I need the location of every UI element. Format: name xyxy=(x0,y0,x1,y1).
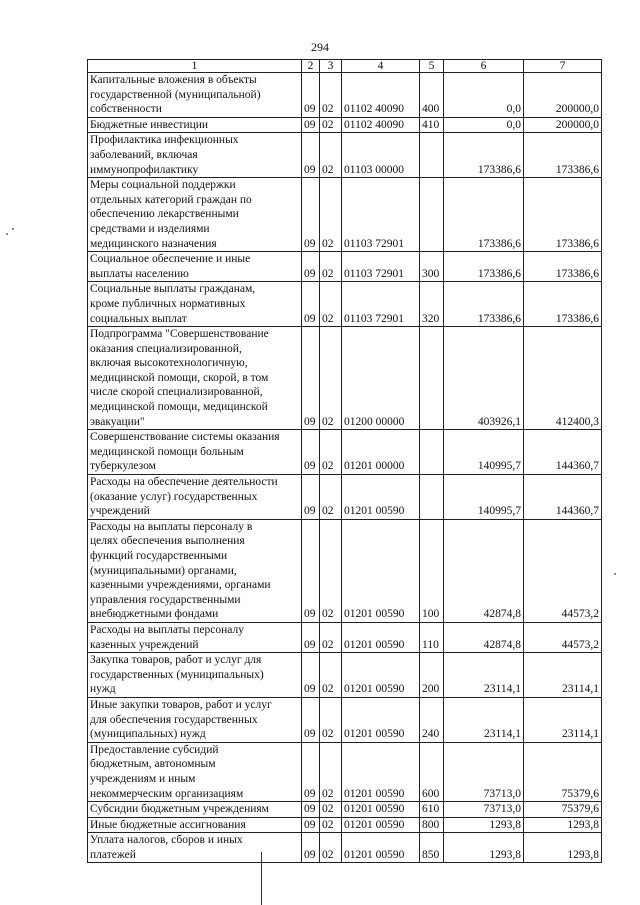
subsection-code: 02 xyxy=(320,742,342,801)
table-row xyxy=(88,817,602,833)
amount-col-6: 173386,6 xyxy=(444,282,524,327)
line-item-name: Иные закупки товаров, работ и услуг для обеспечения государственных (муниципальных) нужд xyxy=(88,697,302,742)
table-row xyxy=(88,178,602,252)
target-article-code: 01201 00590 xyxy=(342,833,420,863)
target-article-code: 01201 00590 xyxy=(342,519,420,622)
table-row xyxy=(88,475,602,520)
section-code: 09 xyxy=(302,430,320,475)
target-article-code: 01201 00590 xyxy=(342,697,420,742)
expense-type-code xyxy=(420,133,444,178)
section-code: 09 xyxy=(302,327,320,430)
subsection-code: 02 xyxy=(320,430,342,475)
amount-col-7: 1293,8 xyxy=(524,817,602,833)
section-code: 09 xyxy=(302,117,320,133)
column-header: 1 xyxy=(88,60,302,73)
page-number: 294 xyxy=(311,40,329,54)
line-item-name: Закупка товаров, работ и услуг для государственных (муниципальных) нужд xyxy=(88,653,302,698)
expense-type-code: 110 xyxy=(420,622,444,652)
amount-col-6: 173386,6 xyxy=(444,252,524,282)
expense-type-code xyxy=(420,430,444,475)
line-item-name: Меры социальной поддержки отдельных категорий граждан по обеспечению лекарственными средствами и изделиями медицинского назначения xyxy=(88,178,302,252)
amount-col-7: 173386,6 xyxy=(524,252,602,282)
target-article-code: 01103 72901 xyxy=(342,252,420,282)
section-code: 09 xyxy=(302,697,320,742)
table-row xyxy=(88,73,602,118)
section-code: 09 xyxy=(302,252,320,282)
scan-artifact-dot xyxy=(12,228,14,230)
target-article-code: 01201 00590 xyxy=(342,817,420,833)
section-code: 09 xyxy=(302,133,320,178)
amount-col-7: 75379,6 xyxy=(524,742,602,801)
target-article-code: 01201 00590 xyxy=(342,653,420,698)
table-row xyxy=(88,252,602,282)
line-item-name: Социальное обеспечение и иные выплаты населению xyxy=(88,252,302,282)
target-article-code: 01102 40090 xyxy=(342,73,420,118)
section-code: 09 xyxy=(302,178,320,252)
table-row xyxy=(88,802,602,818)
subsection-code: 02 xyxy=(320,622,342,652)
subsection-code: 02 xyxy=(320,117,342,133)
amount-col-7: 144360,7 xyxy=(524,430,602,475)
expense-type-code: 320 xyxy=(420,282,444,327)
line-item-name: Профилактика инфекционных заболеваний, включая иммунопрофилактику xyxy=(88,133,302,178)
amount-col-6: 140995,7 xyxy=(444,430,524,475)
amount-col-7: 23114,1 xyxy=(524,697,602,742)
target-article-code: 01103 72901 xyxy=(342,282,420,327)
subsection-code: 02 xyxy=(320,817,342,833)
amount-col-6: 23114,1 xyxy=(444,697,524,742)
header-row xyxy=(88,60,602,73)
column-header: 4 xyxy=(342,60,420,73)
section-code: 09 xyxy=(302,653,320,698)
amount-col-6: 173386,6 xyxy=(444,178,524,252)
expense-type-code: 800 xyxy=(420,817,444,833)
column-header: 7 xyxy=(524,60,602,73)
expense-type-code: 200 xyxy=(420,653,444,698)
line-item-name: Иные бюджетные ассигнования xyxy=(88,817,302,833)
scan-artifact-dot xyxy=(6,233,8,235)
amount-col-7: 200000,0 xyxy=(524,117,602,133)
table-row xyxy=(88,133,602,178)
expense-type-code: 610 xyxy=(420,802,444,818)
expense-type-code: 400 xyxy=(420,73,444,118)
subsection-code: 02 xyxy=(320,252,342,282)
target-article-code: 01201 00590 xyxy=(342,802,420,818)
section-code: 09 xyxy=(302,282,320,327)
line-item-name: Бюджетные инвестиции xyxy=(88,117,302,133)
line-item-name: Совершенствование системы оказания медицинской помощи больным туберкулезом xyxy=(88,430,302,475)
table-row xyxy=(88,697,602,742)
section-code: 09 xyxy=(302,817,320,833)
scan-artifact-dot xyxy=(614,573,616,575)
amount-col-6: 173386,6 xyxy=(444,133,524,178)
section-code: 09 xyxy=(302,73,320,118)
line-item-name: Расходы на выплаты персоналу казенных учреждений xyxy=(88,622,302,652)
line-item-name: Капитальные вложения в объекты государственной (муниципальной) собственности xyxy=(88,73,302,118)
amount-col-7: 173386,6 xyxy=(524,133,602,178)
amount-col-7: 44573,2 xyxy=(524,622,602,652)
expense-type-code xyxy=(420,178,444,252)
section-code: 09 xyxy=(302,742,320,801)
expense-type-code xyxy=(420,327,444,430)
amount-col-7: 75379,6 xyxy=(524,802,602,818)
target-article-code: 01102 40090 xyxy=(342,117,420,133)
expense-type-code xyxy=(420,475,444,520)
target-article-code: 01103 00000 xyxy=(342,133,420,178)
column-header: 6 xyxy=(444,60,524,73)
amount-col-6: 1293,8 xyxy=(444,833,524,863)
amount-col-6: 23114,1 xyxy=(444,653,524,698)
table-row xyxy=(88,653,602,698)
amount-col-6: 73713,0 xyxy=(444,742,524,801)
amount-col-7: 173386,6 xyxy=(524,178,602,252)
subsection-code: 02 xyxy=(320,475,342,520)
amount-col-7: 144360,7 xyxy=(524,475,602,520)
table-row xyxy=(88,117,602,133)
subsection-code: 02 xyxy=(320,802,342,818)
subsection-code: 02 xyxy=(320,653,342,698)
table-row xyxy=(88,833,602,863)
subsection-code: 02 xyxy=(320,178,342,252)
subsection-code: 02 xyxy=(320,282,342,327)
line-item-name: Субсидии бюджетным учреждениям xyxy=(88,802,302,818)
amount-col-6: 403926,1 xyxy=(444,327,524,430)
line-item-name: Подпрограмма "Совершенствование оказания специализированной, включая высокотехнологичную, медицинской помощи, скорой, в том числе скорой специализированной, медицинской помощи, медицинской эвакуации" xyxy=(88,327,302,430)
amount-col-6: 0,0 xyxy=(444,73,524,118)
amount-col-6: 42874,8 xyxy=(444,622,524,652)
section-code: 09 xyxy=(302,519,320,622)
subsection-code: 02 xyxy=(320,73,342,118)
amount-col-7: 23114,1 xyxy=(524,653,602,698)
amount-col-7: 173386,6 xyxy=(524,282,602,327)
expense-type-code: 300 xyxy=(420,252,444,282)
target-article-code: 01201 00590 xyxy=(342,622,420,652)
expense-type-code: 240 xyxy=(420,697,444,742)
line-item-name: Социальные выплаты гражданам, кроме публичных нормативных социальных выплат xyxy=(88,282,302,327)
table-row xyxy=(88,742,602,801)
amount-col-7: 412400,3 xyxy=(524,327,602,430)
column-header: 5 xyxy=(420,60,444,73)
column-header: 3 xyxy=(320,60,342,73)
target-article-code: 01103 72901 xyxy=(342,178,420,252)
table-row xyxy=(88,327,602,430)
amount-col-6: 140995,7 xyxy=(444,475,524,520)
table-row xyxy=(88,519,602,622)
table-row xyxy=(88,622,602,652)
target-article-code: 01201 00000 xyxy=(342,430,420,475)
line-item-name: Предоставление субсидий бюджетным, автономным учреждениям и иным некоммерческим организациям xyxy=(88,742,302,801)
amount-col-7: 1293,8 xyxy=(524,833,602,863)
section-code: 09 xyxy=(302,802,320,818)
section-code: 09 xyxy=(302,475,320,520)
line-item-name: Расходы на выплаты персоналу в целях обеспечения выполнения функций государственными (муниципальными) органами, казенными учреждениями, органами управления государственными внебюджетными фондами xyxy=(88,519,302,622)
amount-col-6: 42874,8 xyxy=(444,519,524,622)
amount-col-6: 1293,8 xyxy=(444,817,524,833)
expense-type-code: 850 xyxy=(420,833,444,863)
subsection-code: 02 xyxy=(320,327,342,430)
subsection-code: 02 xyxy=(320,697,342,742)
target-article-code: 01201 00590 xyxy=(342,475,420,520)
amount-col-6: 0,0 xyxy=(444,117,524,133)
line-item-name: Расходы на обеспечение деятельности (оказание услуг) государственных учреждений xyxy=(88,475,302,520)
target-article-code: 01200 00000 xyxy=(342,327,420,430)
table-row xyxy=(88,430,602,475)
amount-col-7: 44573,2 xyxy=(524,519,602,622)
line-item-name: Уплата налогов, сборов и иных платежей xyxy=(88,833,302,863)
target-article-code: 01201 00590 xyxy=(342,742,420,801)
amount-col-6: 73713,0 xyxy=(444,802,524,818)
expense-type-code: 410 xyxy=(420,117,444,133)
amount-col-7: 200000,0 xyxy=(524,73,602,118)
budget-table xyxy=(87,59,602,863)
column-header: 2 xyxy=(302,60,320,73)
section-code: 09 xyxy=(302,622,320,652)
subsection-code: 02 xyxy=(320,833,342,863)
section-code: 09 xyxy=(302,833,320,863)
scan-artifact-line xyxy=(261,852,262,905)
subsection-code: 02 xyxy=(320,519,342,622)
expense-type-code: 600 xyxy=(420,742,444,801)
subsection-code: 02 xyxy=(320,133,342,178)
table-row xyxy=(88,282,602,327)
expense-type-code: 100 xyxy=(420,519,444,622)
